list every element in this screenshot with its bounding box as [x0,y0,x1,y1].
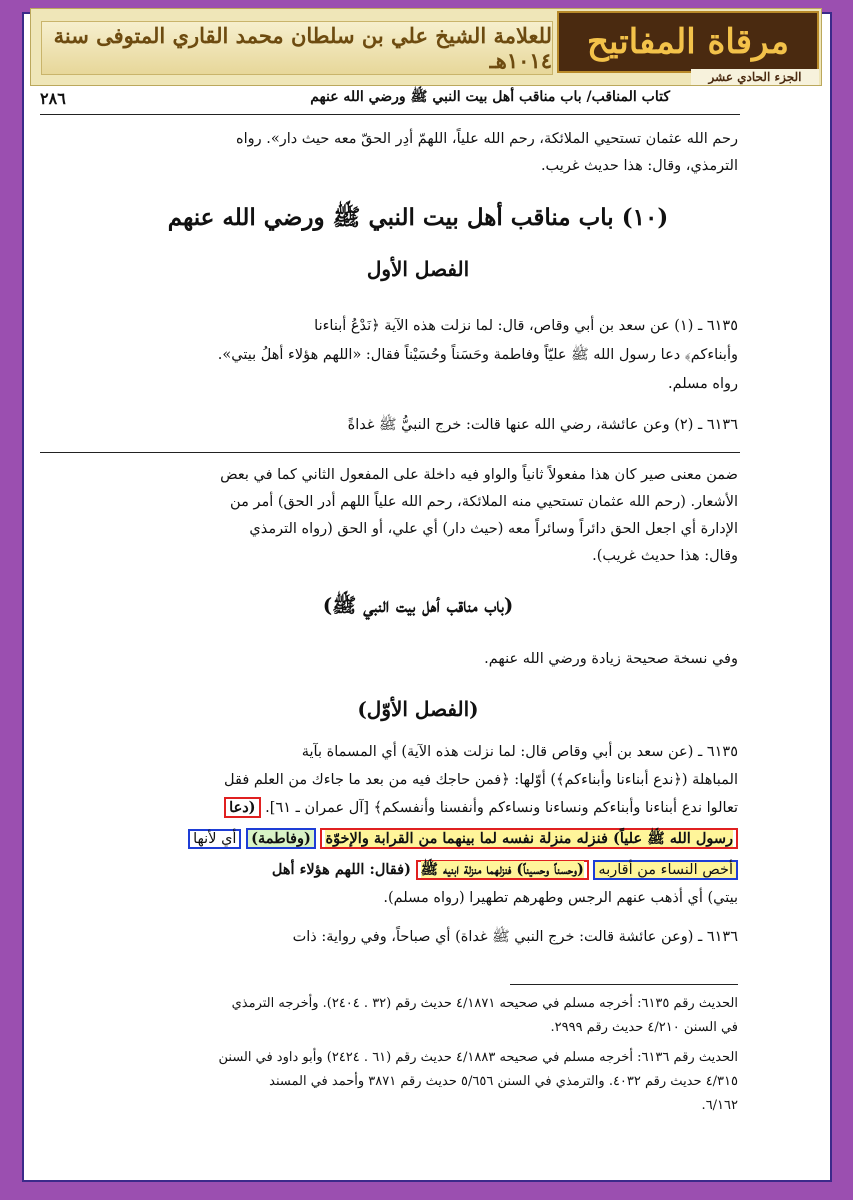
matn-intro [98,126,738,180]
header-rule [40,114,740,115]
sharh-line: ٦١٣٥ ـ (عن سعد بن أبي وقاص قال: لما نزلت هذه الآية) أي المسماة بآية [301,744,738,760]
sharh-paragraph-1 [98,462,738,570]
footnote-line: الحديث رقم ٦١٣٥: أخرجه مسلم في صحيحه ٤/١٨٧١ حديث رقم (٣٢ . ٢٤٠٤). وأخرجه الترمذي [231,996,738,1011]
sharh-line-text: (فقال: اللهم هؤلاء أهل [271,861,411,878]
matn-sharh-divider [40,452,740,453]
sharh-6135 [98,738,738,912]
sharh-line: المباهلة (﴿ندع أبناءنا وأبناءكم﴾) أوّلها: ﴿فمن حاجك فيه من بعد ما جاءك من العلم فقل [224,772,738,788]
sharh-section-title: (الفصل الأوّل) [357,697,479,721]
banner-title: مرقاة المفاتيح [557,11,819,73]
sharh-line: ٦١٣٦ ـ (وعن عائشة قالت: خرج النبي ﷺ غداة) أي صباحاً، وفي رواية: ذات [292,929,738,945]
footnote-rule [510,984,738,985]
highlight-box-fatima: (وفاطمة) [246,828,316,849]
hadith-6135 [98,312,738,399]
footnote-line: الحديث رقم ٦١٣٦: أخرجه مسلم في صحيحه ٤/١٨٨٣ حديث رقم (٦١ . ٢٤٢٤) وأبو داود في السنن [218,1050,738,1065]
matn-intro-line: الترمذي، وقال: هذا حديث غريب. [540,158,738,174]
highlight-box-akhass: أخص النساء من أقاربه [593,860,738,880]
footnote-line: ٦/١٦٢. [701,1098,738,1113]
footnote-6135 [98,992,738,1040]
highlight-box-hasanan [416,860,589,880]
sharh-chapter-title: (باب مناقب أهل بيت النبي ﷺ) [322,593,514,617]
sharh-line [98,856,738,884]
hadith-line: ٦١٣٦ ـ (٢) وعن عائشة، رضي الله عنها قالت: خرج النبيُّ ﷺ غداةً [347,417,738,433]
banner-author: للعلامة الشيخ علي بن سلطان محمد القاري المتوفى سنة ١٠١٤هـ [41,21,553,75]
sharh-line: وقال: هذا حديث غريب). [592,548,738,564]
sharh-line: الأشعار. (رحم الله عثمان تستحيي منه الملائكة، رحم الله علياً اللهم أدر الحق) أمر من [230,494,738,510]
sharh-line-text: تعالوا ندع أبناءنا وأبناءكم ونساءنا ونساءكم وأنفسنا وأنفسكم﴾ [آل عمران ـ ٦١]. [265,800,738,816]
sharh-nuskha-note: وفي نسخة صحيحة زيادة ورضي الله عنهم. [484,651,738,667]
footnote-line: ٤/٣١٥ حديث رقم ٤٠٣٢. والترمذي في السنن ٥/٦٥٦ حديث رقم ٣٨٧١ وأحمد في المسند [269,1074,738,1089]
matn-intro-line: رحم الله عثمان تستحيي الملائكة، رحم الله علياً، اللهمّ أدِر الحقّ معه حيث دار». رواه [235,131,738,147]
matn-section-title: الفصل الأول [366,257,470,281]
sharh-line [98,794,738,822]
hadith-line: رواه مسلم. [667,376,738,392]
banner-volume: الجزء الحادي عشر [691,69,819,85]
hadith-line: ٦١٣٥ ـ (١) عن سعد بن أبي وقاص، قال: لما نزلت هذه الآية ﴿نَدْعُ أبناءنا [314,318,738,334]
sharh-6136 [98,924,738,951]
hadith-6136 [98,412,738,439]
highlighted-text: رسول الله ﷺ علياً) فنزله منزلة نفسه لما بينهما من القرابة والإخوّة [325,830,733,847]
matn-chapter-title: (١٠) باب مناقب أهل بيت النبي ﷺ ورضي الله عنهم [167,204,669,231]
page-number: ٢٨٦ [40,88,66,108]
footnote-line: في السنن ٤/٢١٠ حديث رقم ٢٩٩٩. [550,1020,738,1035]
book-banner [30,8,822,86]
sharh-line: بيتي) أي أذهب عنهم الرجس وطهرهم تطهيرا (رواه مسلم). [383,890,738,906]
highlight-box-rasul-ali [320,828,738,849]
hadith-line: وأبناءكم﴾ دعا رسول الله ﷺ عليّاً وفاطمة وحَسَناً وحُسَيْناً فقال: «اللهم هؤلاء أهلُ بيتي». [217,347,738,363]
sharh-line: ضمن معنى صير كان هذا مفعولاً ثانياً والواو فيه داخلة على المفعول الثاني كما في بعض [220,467,738,483]
highlight-box-dara: (دعا [224,797,260,818]
footnote-6136 [98,1046,738,1118]
highlighted-text: (وحسناً وحسيناً) فنزلهما منزلة ابنيه ﷺ [420,861,584,878]
running-header [40,86,670,110]
highlight-box-li-annaha: أي لأنها [188,829,241,849]
sharh-line [98,825,738,853]
sharh-line: الإدارة أي اجعل الحق دائراً وسائراً معه (حيث دار) أي علي، أو الحق (رواه الترمذي [249,521,738,537]
running-title: كتاب المناقب/ باب مناقب أهل بيت النبي ﷺ ورضي الله عنهم [310,89,670,105]
